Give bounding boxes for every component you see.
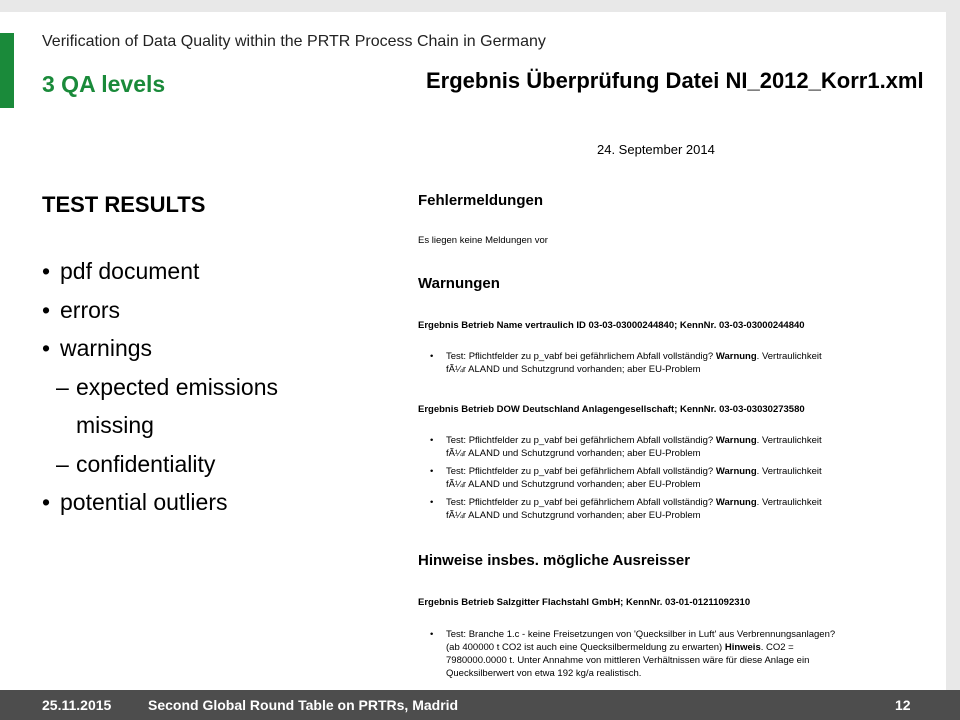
test-results-heading: TEST RESULTS [42,192,206,217]
bullet-errors: • errors [42,291,382,330]
report-title: Ergebnis Überprüfung Datei NI_2012_Korr1.xml [426,68,924,93]
footer-event: Second Global Round Table on PRTRs, Madrid [148,697,459,713]
bullet-dot: • [430,351,434,362]
bullet-warnings: • warnings [42,329,382,368]
hints-heading: Hinweise insbes. mögliche Ausreisser [418,552,691,569]
footer-bar [0,690,960,720]
sub-bullet-label: confidentiality [76,450,216,477]
report-date: 24. September 2014 [597,142,715,157]
report-list-item: • Test: Pflichtfelder zu p_vabf bei gefährlichem Abfall vollständig? Warnung. Vertraulichkeit fÃ¼r ALAND und Schutzgrund vorhanden; aber EU-Problem [430,435,822,459]
bullet-list [42,252,382,522]
facility-heading: Ergebnis Betrieb Name vertraulich ID 03-03-03000244840; KennNr. 03-03-03000244840 [418,320,805,331]
errors-text: Es liegen keine Meldungen vor [418,235,548,246]
bullet-pdf-document: • pdf document [42,252,382,291]
bullet-potential-outliers: • potential outliers [42,483,382,522]
report-list-item: • Test: Pflichtfelder zu p_vabf bei gefährlichem Abfall vollständig? Warnung. Vertraulichkeit fÃ¼r ALAND und Schutzgrund vorhanden; aber EU-Problem [430,466,822,490]
report-list-item: • Test: Pflichtfelder zu p_vabf bei gefährlichem Abfall vollständig? Warnung. Vertraulichkeit fÃ¼r ALAND und Schutzgrund vorhanden; aber EU-Problem [430,351,822,375]
header-title: Verification of Data Quality within the PRTR Process Chain in Germany [42,33,546,50]
bullet-dot: • [430,497,434,508]
bullet-dot: • [430,629,434,640]
bullet-dot: • [430,435,434,446]
facility-heading: Ergebnis Betrieb Salzgitter Flachstahl GmbH; KennNr. 03-01-01211092310 [418,597,751,608]
footer-date: 25.11.2015 [42,697,112,713]
warnings-heading: Warnungen [418,275,500,292]
left-panel [42,192,382,522]
slide-title: 3 QA levels [42,71,166,97]
dash-marker: – [56,373,69,400]
sub-bullet-confidentiality [42,445,382,484]
accent-bar [0,33,14,108]
page-number: 12 [895,697,911,713]
report-list-item: • Test: Branche 1.c - keine Freisetzungen von 'Quecksilber in Luft' aus Verbrennungsanlagen? (ab 400000 t CO2 ist auch eine Quecksilbermeldung zu erwarten) Hinweis. CO2 = 7980000.0000 t. Unter Annahme von mittleren Verhältnissen wäre für diese Anlage ein Quecksilberwert von etwa 192 kg/a realistisch. [430,629,836,679]
sub-bullet-expected-emissions [42,368,382,407]
facility-heading: Ergebnis Betrieb DOW Deutschland Anlagengesellschaft; KennNr. 03-03-03030273580 [418,404,805,415]
errors-heading: Fehlermeldungen [418,192,544,209]
dash-marker: – [56,450,69,477]
sub-bullet-continuation: missing [76,412,154,438]
sub-bullet-label: expected emissions [76,373,278,400]
report-list-item: • Test: Pflichtfelder zu p_vabf bei gefährlichem Abfall vollständig? Warnung. Vertraulichkeit fÃ¼r ALAND und Schutzgrund vorhanden; aber EU-Problem [430,497,822,521]
bullet-dot: • [430,466,434,477]
